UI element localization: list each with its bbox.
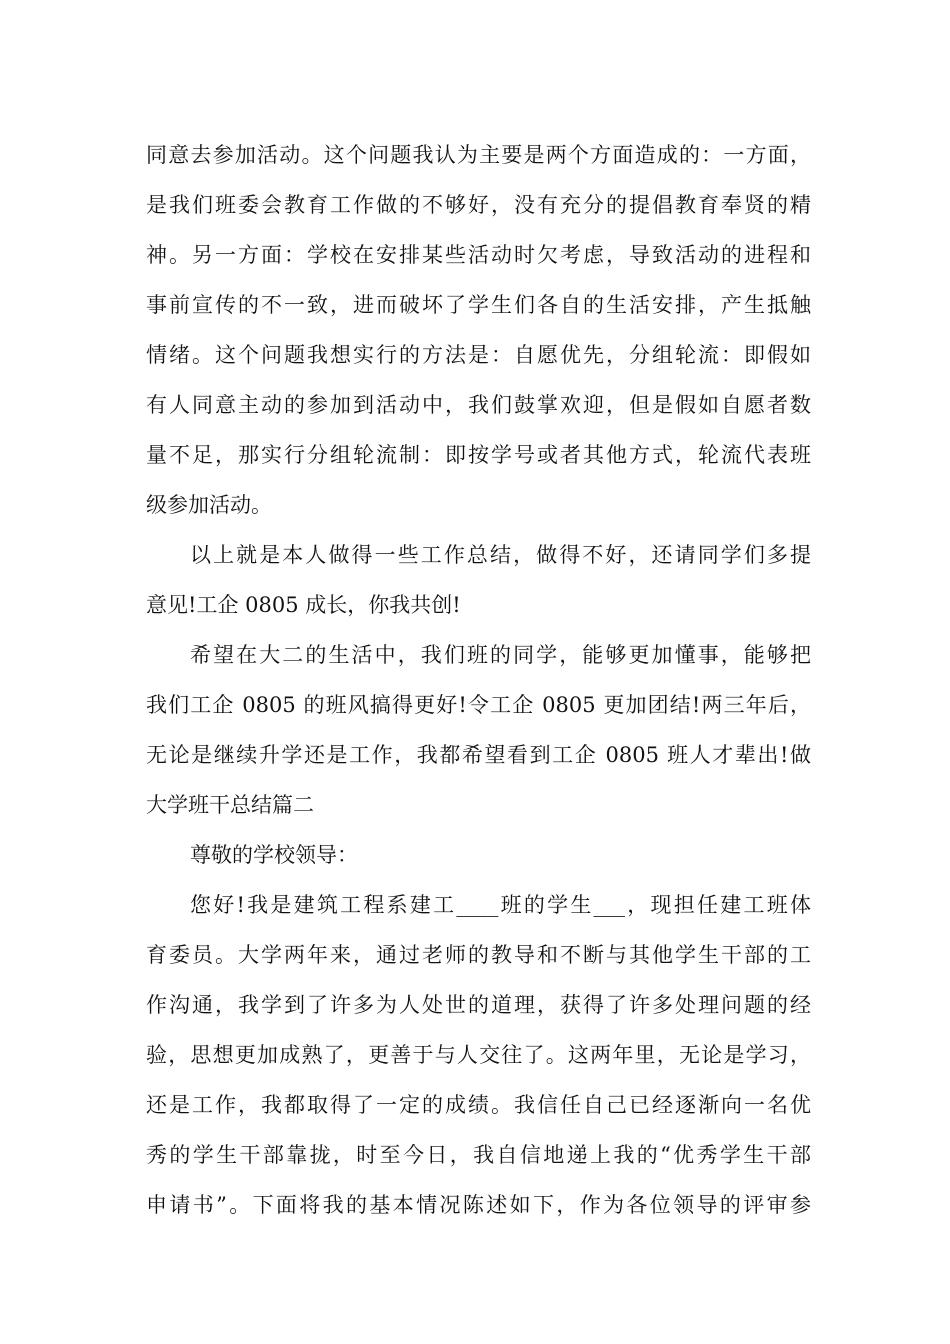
text-line: 同意去参加活动。这个问题我认为主要是两个方面造成的：一方面， <box>146 143 811 167</box>
text-line: 有人同意主动的参加到活动中，我们鼓掌欢迎，但是假如自愿者数 <box>146 393 811 417</box>
text-line: 验，思想更加成熟了，更善于与人交往了。这两年里，无论是学习， <box>146 1043 811 1067</box>
text-line: 您好!我是建筑工程系建工____班的学生___，现担任建工班体 <box>190 893 811 917</box>
text-line: 育委员。大学两年来，通过老师的教导和不断与其他学生干部的工 <box>146 943 811 967</box>
text-line: 级参加活动。 <box>146 493 272 517</box>
text-line: 情绪。这个问题我想实行的方法是：自愿优先，分组轮流：即假如 <box>146 343 811 367</box>
text-line: 事前宣传的不一致，进而破坏了学生们各自的生活安排，产生抵触 <box>146 293 811 317</box>
text-line: 以上就是本人做得一些工作总结，做得不好，还请同学们多提 <box>190 543 811 567</box>
text-line: 尊敬的学校领导： <box>190 843 358 867</box>
text-line: 意见!工企 0805 成长，你我共创! <box>146 593 461 617</box>
text-line: 无论是继续升学还是工作，我都希望看到工企 0805 班人才辈出!做 <box>146 743 811 767</box>
text-line: 我们工企 0805 的班风搞得更好!令工企 0805 更加团结!两三年后， <box>146 693 811 717</box>
text-line: 神。另一方面：学校在安排某些活动时欠考虑，导致活动的进程和 <box>146 243 811 267</box>
text-line: 大学班干总结篇二 <box>146 793 314 817</box>
text-line: 量不足，那实行分组轮流制：即按学号或者其他方式，轮流代表班 <box>146 443 811 467</box>
text-line: 希望在大二的生活中，我们班的同学，能够更加懂事，能够把 <box>190 643 811 667</box>
text-line: 申请书”。下面将我的基本情况陈述如下，作为各位领导的评审参 <box>146 1193 811 1217</box>
document-body <box>146 130 811 1230</box>
text-line: 是我们班委会教育工作做的不够好，没有充分的提倡教育奉贤的精 <box>146 193 811 217</box>
text-line: 秀的学生干部靠拢，时至今日，我自信地递上我的“优秀学生干部 <box>146 1143 811 1167</box>
text-line: 还是工作，我都取得了一定的成绩。我信任自己已经逐渐向一名优 <box>146 1093 811 1117</box>
text-line: 作沟通，我学到了许多为人处世的道理，获得了许多处理问题的经 <box>146 993 811 1017</box>
